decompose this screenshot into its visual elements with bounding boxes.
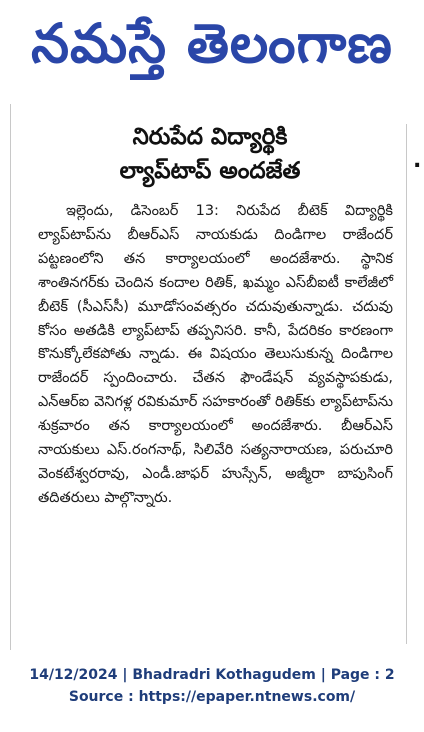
article-body bbox=[38, 200, 393, 511]
adjacent-column-fragment: . bbox=[413, 148, 422, 173]
clipping-footer bbox=[0, 664, 424, 708]
column-rule-right bbox=[406, 124, 407, 644]
article-clipping bbox=[10, 104, 424, 650]
newspaper-logo: నమస్తే తెలంగాణ bbox=[31, 12, 393, 75]
headline-line-1: నిరుపేద విద్యార్థికి bbox=[132, 124, 288, 150]
footer-date-edition: 14/12/2024 | Bhadradri Kothagudem | Page : 2 bbox=[29, 667, 395, 683]
column-rule-left bbox=[10, 104, 11, 650]
article-paragraph: ఇల్లెందు, డిసెంబర్ 13: నిరుపేద బీటెక్ విద్యార్థికి ల్యాప్‌టాప్‌ను బీఆర్‌ఎస్ నాయకుడు దిండిగాల రాజేందర్ పట్టణంలోని తన కార్యాలయంలో అందజేశారు. స్థానిక శాంతినగర్‌కు చెందిన కందాల రితిక్, ఖమ్మం ఎస్‌బీఐటీ కాలేజీలో బీటెక్ (సీఎస్‌సీ) మూడోసంవత్సరం చదువుతున్నాడు. చదువు కోసం అతడికి ల్యాప్‌టాప్ తప్పనిసరి. కానీ, పేదరికం కారణంగా కొనుక్కోలేకపోతు న్నాడు. ఈ విషయం తెలుసుకున్న దిండిగాల రాజేందర్ స్పందించారు. చేతన ఫౌండేషన్ వ్యవస్థాపకుడు, ఎన్‌ఆర్‌ఐ వెనిగళ్ల రవికుమార్ సహకారంతో రితిక్‌కు ల్యాప్‌టాప్‌ను శుక్రవారం తన కార్యాలయంలో అందజేశారు. బీఆర్‌ఎస్ నాయకులు ఎస్.రంగనాథ్, సిలివేరి సత్యనారాయణ, పరుచూరి వెంకటేశ్వరరావు, ఎండీ.జాఫర్ హుస్సేన్, అజ్మీరా బాపుసింగ్ తదితరులు పాల్గొన్నారు. bbox=[38, 203, 393, 506]
article-headline bbox=[40, 120, 380, 188]
masthead bbox=[0, 0, 424, 92]
headline-line-2: ల్యాప్‌టాప్ అందజేత bbox=[119, 158, 301, 184]
footer-source: Source : https://epaper.ntnews.com/ bbox=[68, 689, 356, 705]
